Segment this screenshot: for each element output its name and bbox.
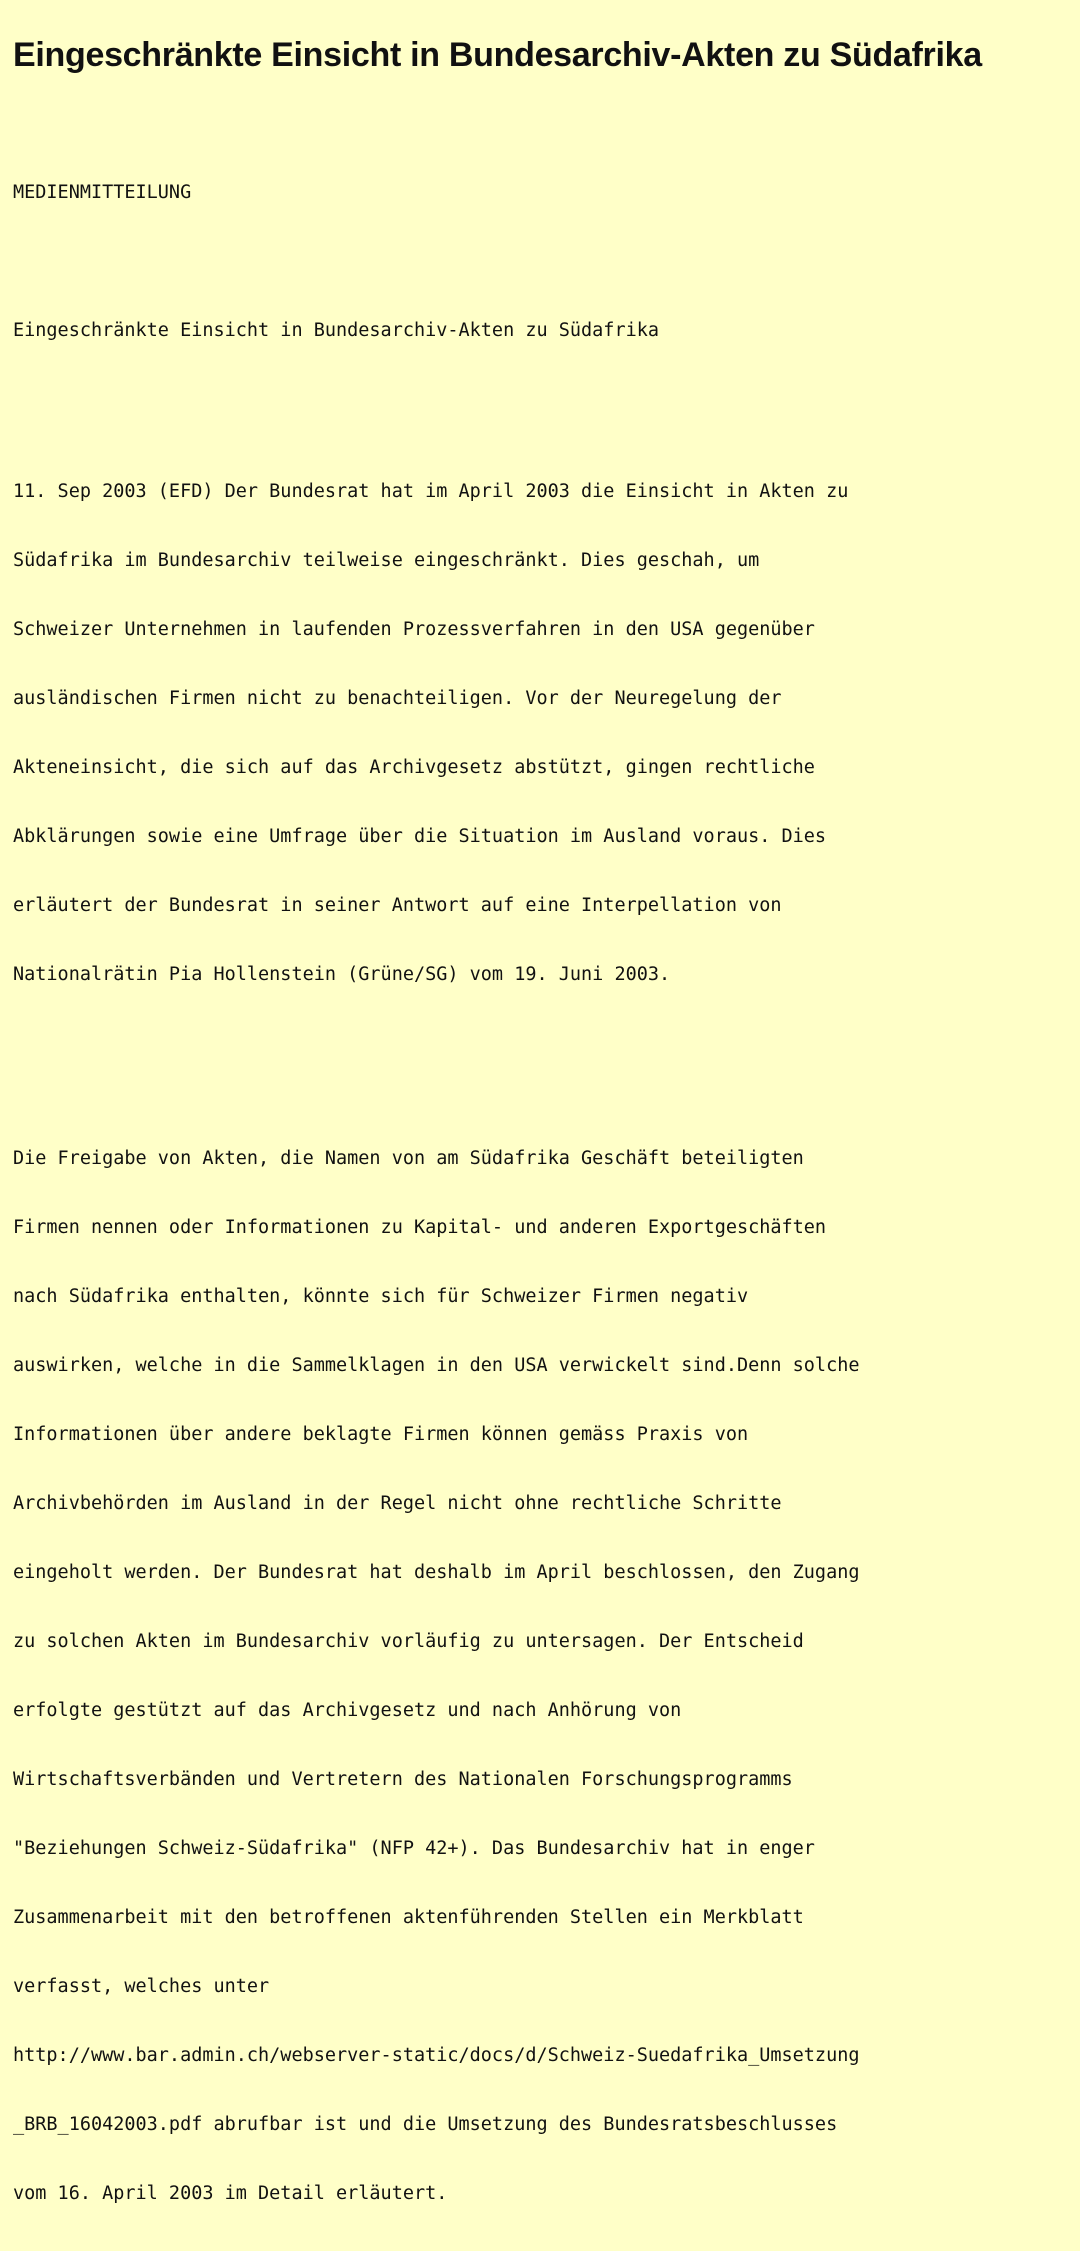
paragraph-2-line: Informationen über andere beklagte Firmen können gemäss Praxis von	[13, 1424, 749, 1445]
document-url-line: http://www.bar.admin.ch/webserver-static/docs/d/Schweiz-Suedafrika_Umsetzung	[13, 2045, 860, 2066]
blank-line	[13, 250, 859, 273]
paragraph-2-line: nach Südafrika enthalten, könnte sich für Schweizer Firmen negativ	[13, 1286, 749, 1307]
press-release-body	[13, 135, 859, 2251]
paragraph-2-line: Die Freigabe von Akten, die Namen von am Südafrika Geschäft beteiligten	[13, 1148, 804, 1169]
press-release-subtitle: Eingeschränkte Einsicht in Bundesarchiv-Akten zu Südafrika	[13, 320, 660, 341]
press-release-label: MEDIENMITTEILUNG	[13, 182, 192, 203]
paragraph-1-line: ausländischen Firmen nicht zu benachteiligen. Vor der Neuregelung der	[13, 688, 782, 709]
document-url-line: _BRB_16042003.pdf abrufbar ist und die Umsetzung des Bundesratsbeschlusses	[13, 2114, 838, 2135]
paragraph-1-line: Akteneinsicht, die sich auf das Archivgesetz abstützt, gingen rechtliche	[13, 757, 815, 778]
paragraph-2-line: auswirken, welche in die Sammelklagen in den USA verwickelt sind.Denn solche	[13, 1355, 860, 1376]
paragraph-1-line: Nationalrätin Pia Hollenstein (Grüne/SG) vom 19. Juni 2003.	[13, 964, 671, 985]
paragraph-2-line: verfasst, welches unter	[13, 1976, 270, 1997]
blank-line	[13, 1055, 859, 1078]
paragraph-1-line: 11. Sep 2003 (EFD) Der Bundesrat hat im April 2003 die Einsicht in Akten zu	[13, 481, 849, 502]
paragraph-2-line: "Beziehungen Schweiz-Südafrika" (NFP 42+). Das Bundesarchiv hat in enger	[13, 1838, 815, 1859]
page-title: Eingeschränkte Einsicht in Bundesarchiv-Akten zu Südafrika	[13, 36, 982, 74]
blank-line	[13, 388, 859, 411]
paragraph-2-line: erfolgte gestützt auf das Archivgesetz und nach Anhörung von	[13, 1700, 682, 1721]
paragraph-2-line: Firmen nennen oder Informationen zu Kapital- und anderen Exportgeschäften	[13, 1217, 827, 1238]
paragraph-2-line: eingeholt werden. Der Bundesrat hat deshalb im April beschlossen, den Zugang	[13, 1562, 860, 1583]
paragraph-2-line: vom 16. April 2003 im Detail erläutert.	[13, 2183, 448, 2204]
paragraph-1-line: Abklärungen sowie eine Umfrage über die Situation im Ausland voraus. Dies	[13, 826, 827, 847]
paragraph-2-line: zu solchen Akten im Bundesarchiv vorläufig zu untersagen. Der Entscheid	[13, 1631, 804, 1652]
paragraph-1-line: Südafrika im Bundesarchiv teilweise eingeschränkt. Dies geschah, um	[13, 550, 760, 571]
paragraph-2-line: Archivbehörden im Ausland in der Regel nicht ohne rechtliche Schritte	[13, 1493, 782, 1514]
paragraph-1-line: erläutert der Bundesrat in seiner Antwort auf eine Interpellation von	[13, 895, 782, 916]
paragraph-2-line: Zusammenarbeit mit den betroffenen aktenführenden Stellen ein Merkblatt	[13, 1907, 804, 1928]
paragraph-1-line: Schweizer Unternehmen in laufenden Prozessverfahren in den USA gegenüber	[13, 619, 815, 640]
paragraph-2-line: Wirtschaftsverbänden und Vertretern des Nationalen Forschungsprogramms	[13, 1769, 793, 1790]
